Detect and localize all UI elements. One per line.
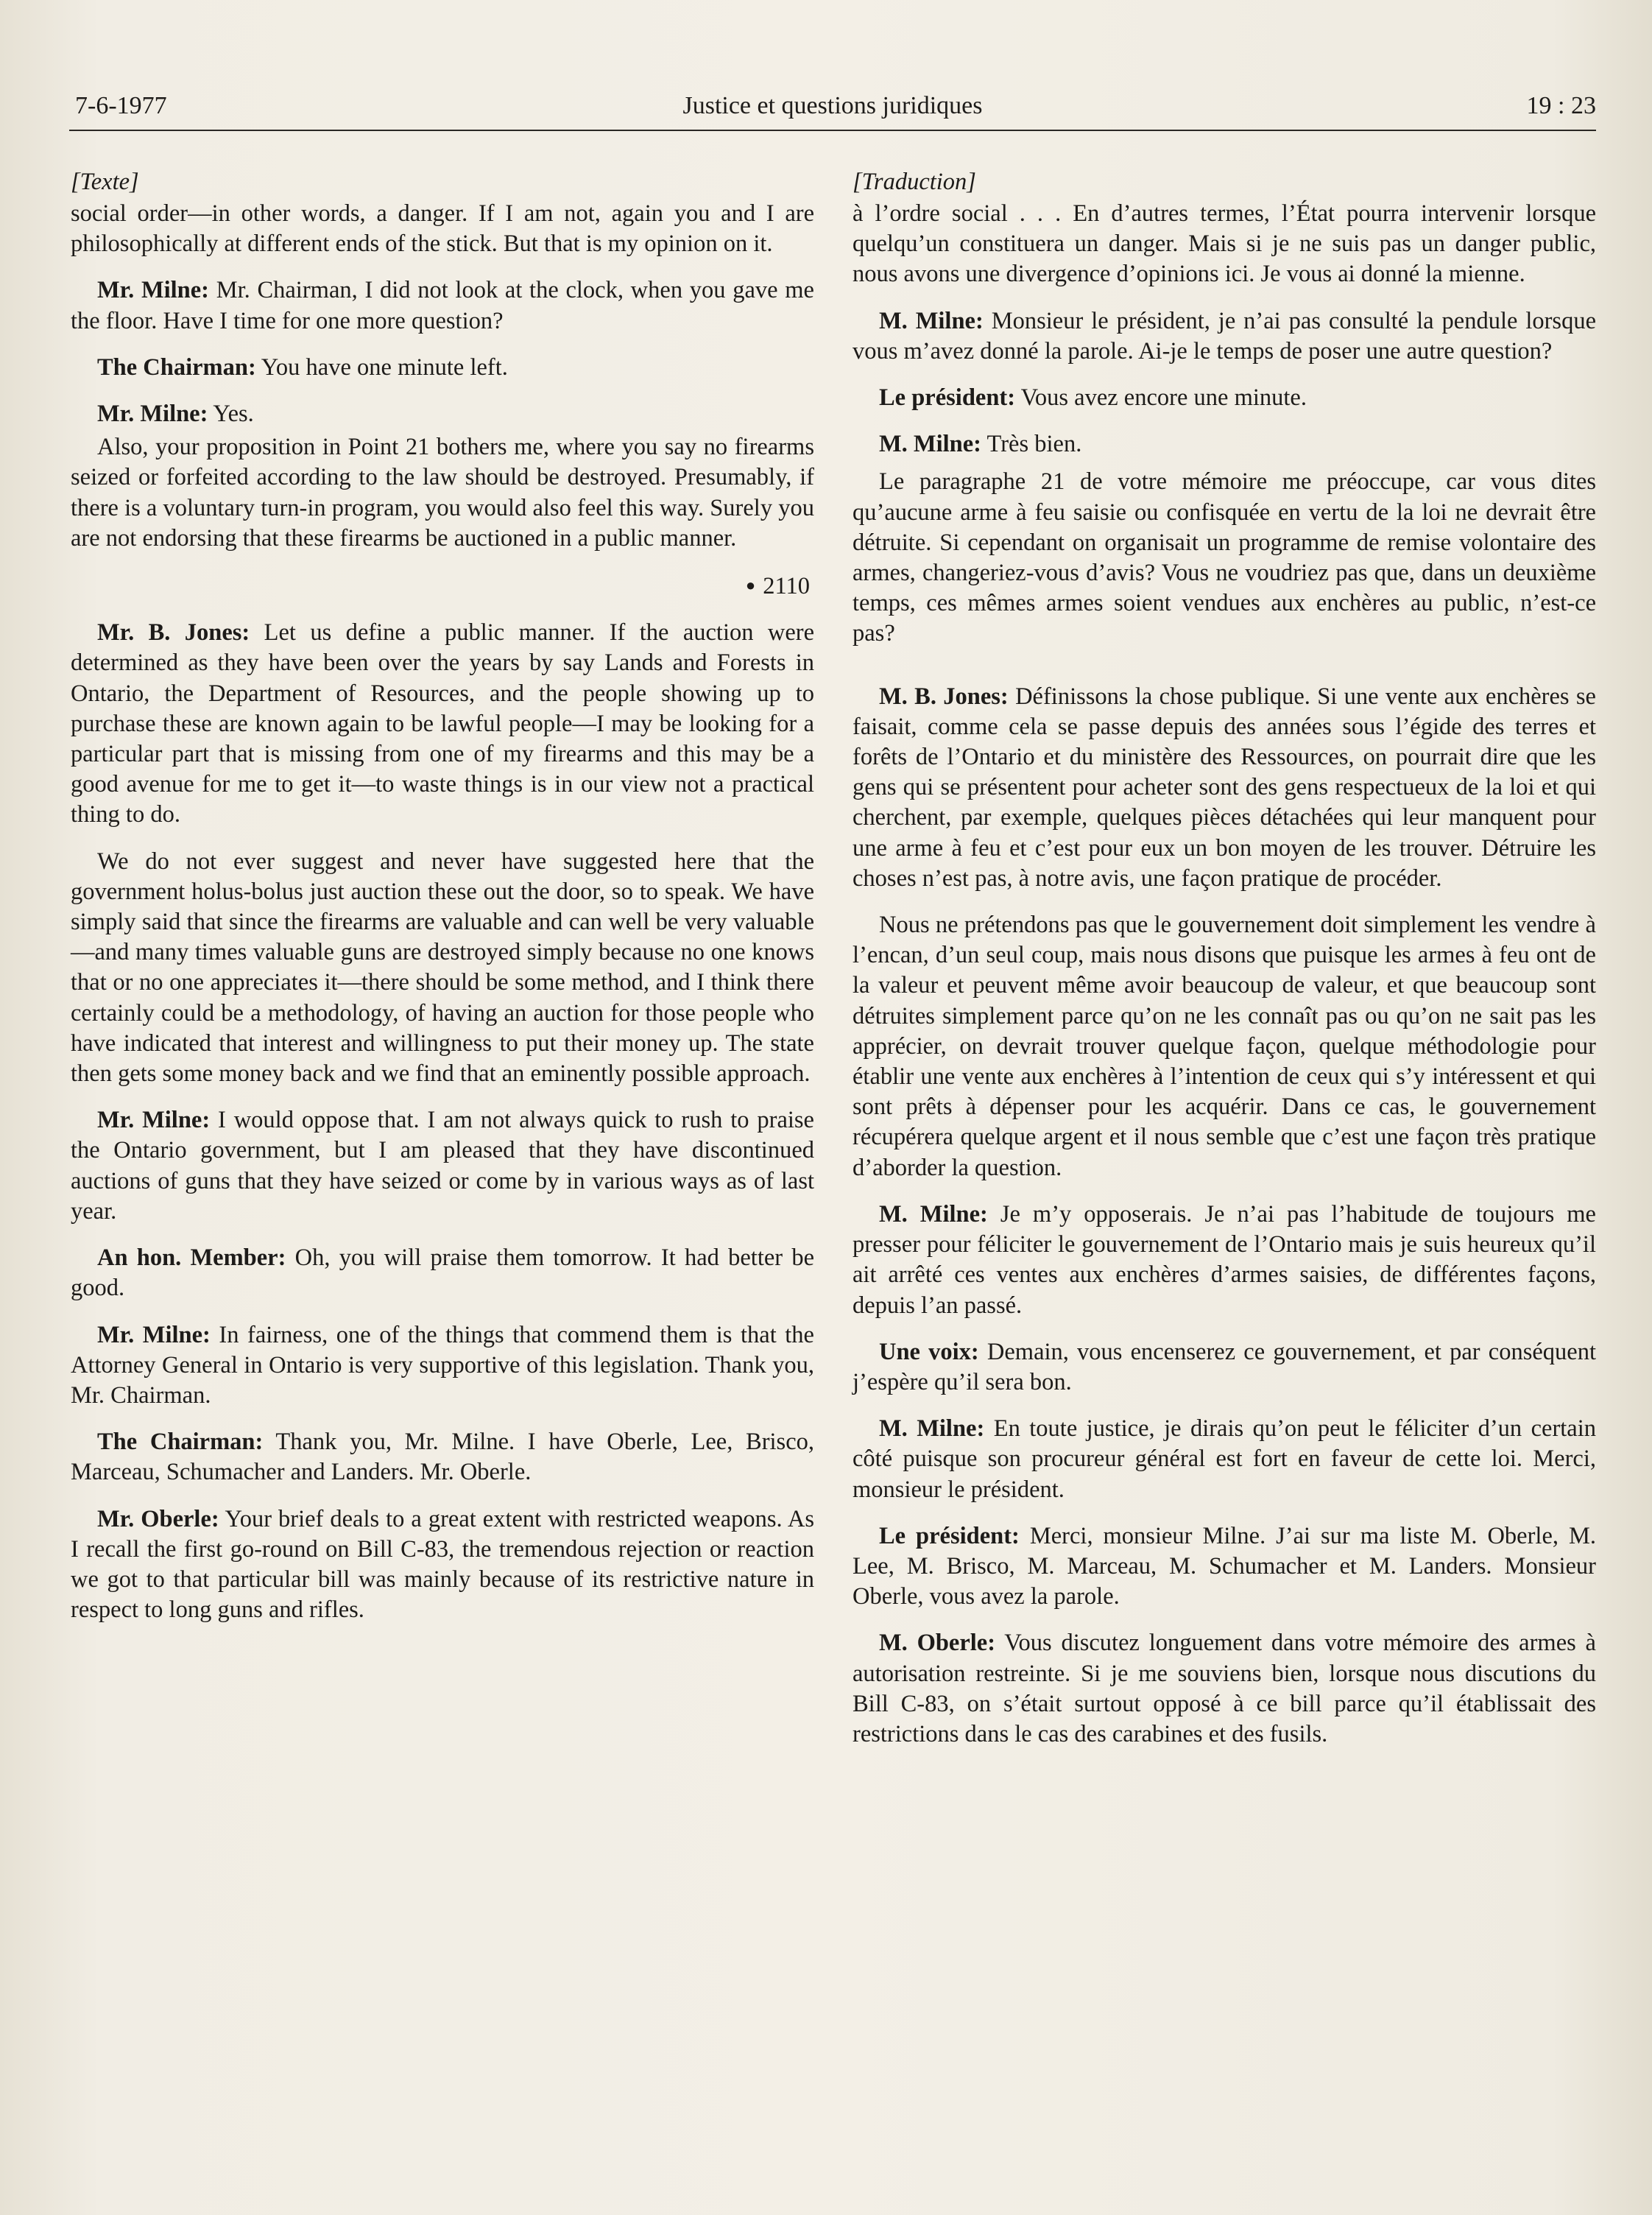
time-marker xyxy=(71,570,814,602)
speech-text: Thank you, Mr. Milne. I have Oberle, Lee, Brisco, Marceau, Schumacher and Landers. Mr. Oberle. xyxy=(71,1429,814,1486)
speaker-name: M. Milne: xyxy=(879,1415,985,1443)
speech-text: Merci, monsieur Milne. J’ai sur ma liste M. Oberle, M. Lee, M. Brisco, M. Marceau, M. Schumacher et M. Landers. Monsieur Oberle, vous avez la parole. xyxy=(853,1522,1596,1610)
bullet-icon: ● xyxy=(745,576,756,595)
speaker-paragraph xyxy=(71,1105,814,1227)
speech-text: Let us define a public manner. If the auction were determined as they have been over the years by say Lands and Forests in Ontario, the Department of Resources, and the people showing up to purchase these are known again to be lawful people—I may be looking for a particular part that is missing from one of my firearms and this may be a good avenue for me to get it—to waste things is in our view not a practical thing to do. xyxy=(71,619,814,828)
speaker-name: Le président: xyxy=(879,384,1016,412)
paragraph: Nous ne prétendons pas que le gouvernement doit simplement les vendre à l’encan, d’un seul coup, mais nous disons que puisque les armes à feu ont de la valeur et peuvent même avoir beaucoup de valeur, et que beaucoup sont détruites simplement parce qu’on ne les connaît pas ou qu’on ne sait pas les apprécier, on devrait trouver quelque façon, quelque méthodologie pour établir une vente aux enchères à l’intention de ceux qui s’y intéressent et qui sont prêts à dépenser pour les acquérir. Dans ce cas, le gouvernement récupérera quelque argent et il nous semble que c’est une façon très pratique d’aborder la question. xyxy=(853,912,1596,1181)
speech-text: Mr. Chairman, I did not look at the clock, when you gave me the floor. Have I time for one more question? xyxy=(71,277,814,334)
speech-text: Vous avez encore une minute. xyxy=(1015,384,1307,412)
speaker-name: M. Oberle: xyxy=(879,1630,996,1657)
speaker-name: The Chairman: xyxy=(97,1429,264,1456)
speaker-name: The Chairman: xyxy=(97,353,256,381)
speaker-paragraph xyxy=(71,275,814,336)
speaker-paragraph xyxy=(853,682,1596,894)
speaker-paragraph xyxy=(71,618,814,830)
column-label: [Texte] xyxy=(71,169,139,195)
speaker-paragraph xyxy=(853,1414,1596,1505)
speaker-name: M. B. Jones: xyxy=(879,683,1009,710)
speech-text: I would oppose that. I am not always quick to rush to praise the Ontario government, but I am pleased that they have discontinued auctions of guns that they have seized or come by in various ways as of last year. xyxy=(71,1107,814,1225)
speaker-name: Mr. Milne: xyxy=(97,401,208,428)
column-label: [Traduction] xyxy=(853,169,976,195)
speaker-paragraph xyxy=(853,1628,1596,1750)
paragraph: We do not ever suggest and never have suggested here that the government holus-bolus just auction these out the door, so to speak. We have simply said that since the firearms are valuable and can well be very valuable—and many times valuable guns are destroyed simply because no one knows that or no one appreciates it—there should be some method, and I think there certainly could be a methodology, of having an auction for those people who have indicated that interest and willingness to put their money up. The state then gets some money back and we find that an eminently possible approach. xyxy=(71,848,814,1088)
speaker-paragraph xyxy=(71,1243,814,1303)
speech-text: En toute justice, je dirais qu’on peut le féliciter d’un certain côté puisque son procureur général est fort en faveur de cette loi. Merci, monsieur le président. xyxy=(853,1415,1596,1503)
speaker-paragraph xyxy=(853,1200,1596,1321)
speaker-paragraph xyxy=(71,399,814,429)
speaker-name: Mr. Milne: xyxy=(97,1321,211,1348)
speaker-name: Mr. Oberle: xyxy=(97,1505,219,1532)
header-title: Justice et questions juridiques xyxy=(682,92,983,119)
speech-text: Demain, vous encenserez ce gouvernement, et par conséquent j’espère qu’il sera bon. xyxy=(853,1338,1596,1395)
speaker-paragraph xyxy=(853,383,1596,413)
speech-text: Définissons la chose publique. Si une vente aux enchères se faisait, comme cela se passe depuis des années sous l’égide des terres et forêts de l’Ontario et du ministère des Ressources, on pourrait dire que les gens qui se présentent pour acheter sont des gens respectueux de la loi et qui cherchent, par exemple, quelques pièces détachées qui leur manquent pour une arme à feu et c’est pour eux un bon moyen de les trouver. Détruire les choses n’est pas, à notre avis, une façon pratique de procéder. xyxy=(853,683,1596,892)
speaker-name: M. Milne: xyxy=(879,431,981,458)
paragraph: Also, your proposition in Point 21 bothers me, where you say no firearms seized or forfeited according to the law should be destroyed. Presumably, if there is a voluntary turn-in program, you would also feel this way. Surely you are not endorsing that these firearms be auctioned in a public manner. xyxy=(71,434,814,552)
speech-text: Très bien. xyxy=(981,431,1082,458)
speech-text: Je m’y opposerais. Je n’ai pas l’habitude de toujours me presser pour féliciter le gouvernement de l’Ontario mais je suis heureux qu’il ait arrêté ces ventes aux enchères d’armes saisies, de différentes façons, depuis l’an passé. xyxy=(853,1200,1596,1319)
speaker-paragraph xyxy=(853,1521,1596,1613)
speaker-paragraph xyxy=(71,1427,814,1487)
header-date: 7-6-1977 xyxy=(75,92,167,119)
speech-text: In fairness, one of the things that commend them is that the Attorney General in Ontario is very supportive of this legislation. Thank you, Mr. Chairman. xyxy=(71,1321,814,1409)
speech-text: Oh, you will praise them tomorrow. It had better be good. xyxy=(71,1244,814,1302)
page-header xyxy=(69,90,1596,131)
speaker-name: Une voix: xyxy=(879,1338,979,1365)
speaker-name: Mr. B. Jones: xyxy=(97,619,250,647)
speaker-paragraph xyxy=(853,306,1596,367)
speaker-paragraph xyxy=(71,1504,814,1626)
speaker-paragraph xyxy=(71,353,814,383)
speech-text: Vous discutez longuement dans votre mémoire des armes à autorisation restreinte. Si je me souviens bien, lorsque nous discutions du Bill C-83, on s’était surtout opposé à ce bill parce qu’il établissait des restrictions dans le cas des carabines et des fusils. xyxy=(853,1630,1596,1747)
french-column xyxy=(853,166,1596,1766)
speaker-name: An hon. Member: xyxy=(97,1244,286,1272)
time-marker-value: 2110 xyxy=(763,573,810,600)
speaker-name: Mr. Milne: xyxy=(97,1107,211,1134)
speech-text: Your brief deals to a great extent with restricted weapons. As I recall the first go-round on Bill C-83, the tremendous rejection or reaction we got to that particular bill was mainly because of its restrictive nature in respect to long guns and rifles. xyxy=(71,1505,814,1624)
speaker-name: Mr. Milne: xyxy=(97,277,209,304)
speaker-paragraph xyxy=(71,1320,814,1412)
speaker-name: Le président: xyxy=(879,1522,1020,1549)
paragraph: à l’ordre social . . . En d’autres termes, l’État pourra intervenir lorsque quelqu’un constituera un danger. Mais si je ne suis pas un danger public, nous avons une divergence d’opinions ici. Je vous ai donné la mienne. xyxy=(853,200,1596,288)
speaker-name: M. Milne: xyxy=(879,307,984,334)
paragraph: social order—in other words, a danger. If I am not, again you and I are philosophically at different ends of the stick. But that is my opinion on it. xyxy=(71,200,814,258)
speaker-paragraph xyxy=(853,1337,1596,1398)
speech-text: Monsieur le président, je n’ai pas consulté la pendule lorsque vous m’avez donné la parole. Ai-je le temps de poser une autre question? xyxy=(853,307,1597,365)
speaker-name: M. Milne: xyxy=(879,1200,988,1228)
header-page-number: 19 : 23 xyxy=(1526,92,1596,119)
speaker-paragraph xyxy=(853,429,1596,459)
paragraph: Le paragraphe 21 de votre mémoire me préoccupe, car vous dites qu’aucune arme à feu saisie ou confisquée en vertu de la loi ne devrait être détruite. Si cependant on organisait un programme de remise volontaire des armes, changeriez-vous d’avis? Vous ne voudriez pas que, dans un deuxième temps, ces mêmes armes soient vendues aux enchères au public, n’est-ce pas? xyxy=(853,468,1596,647)
english-column xyxy=(71,166,814,1641)
speech-text: Yes. xyxy=(208,401,254,428)
speech-text: You have one minute left. xyxy=(255,353,508,381)
